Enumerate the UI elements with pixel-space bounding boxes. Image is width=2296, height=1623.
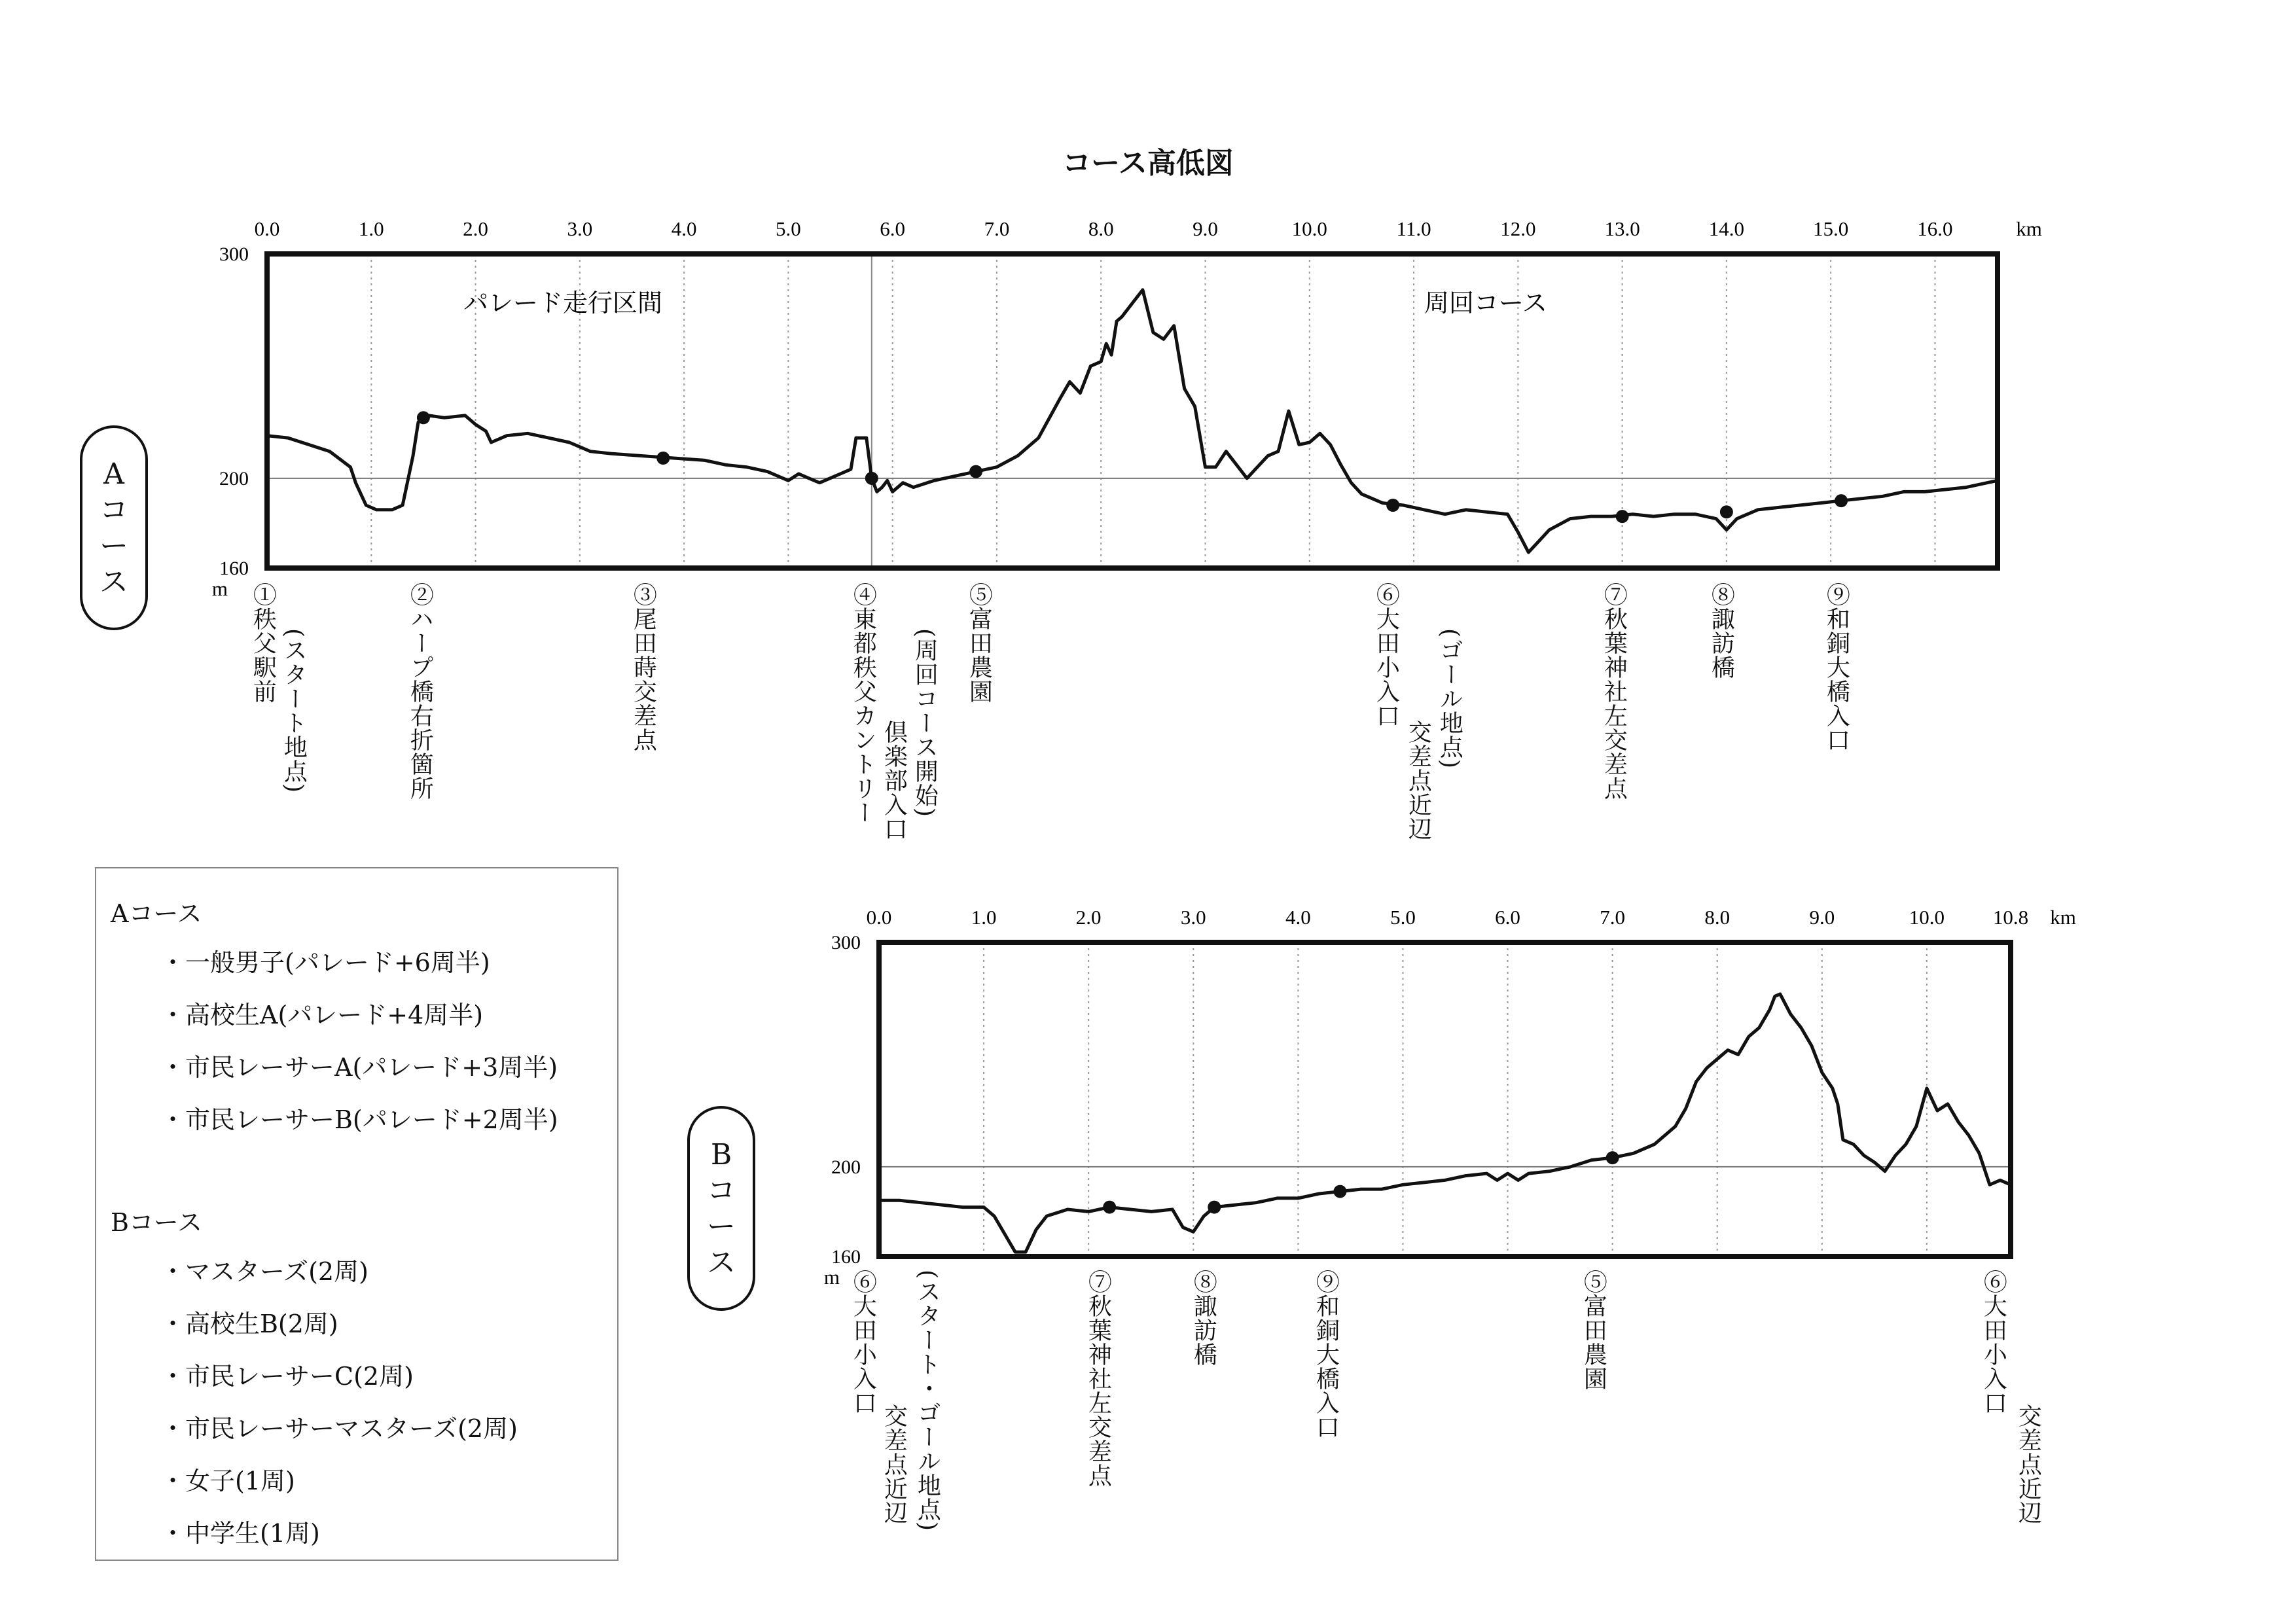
course-a-badge-char: ー xyxy=(99,529,128,563)
a-elevation-line xyxy=(267,290,1998,552)
b-x-tick-label: 6.0 xyxy=(1495,906,1520,929)
legend-item: ・女子(1周) xyxy=(160,1467,295,1495)
b-y-unit: m xyxy=(823,1266,840,1289)
b-checkpoint-sublabel: (スタート・ゴール地点) xyxy=(914,1270,941,1532)
a-x-tick-label: 13.0 xyxy=(1604,217,1640,240)
a-x-tick-label: 2.0 xyxy=(463,217,488,240)
b-y-tick-label: 160 xyxy=(831,1246,861,1268)
a-checkpoint-dot xyxy=(1616,510,1629,523)
a-x-tick-label: 8.0 xyxy=(1088,217,1114,240)
course-b-badge xyxy=(687,1106,755,1311)
a-x-tick-label: 0.0 xyxy=(254,217,280,240)
a-checkpoint-sublabel: 倶楽部入口 xyxy=(880,720,908,841)
a-x-tick-label: 12.0 xyxy=(1500,217,1536,240)
b-y-tick-label: 300 xyxy=(831,932,861,954)
a-checkpoint-sublabel: (ゴール地点) xyxy=(1436,628,1463,770)
b-x-tick-label: 8.0 xyxy=(1704,906,1731,929)
b-checkpoint-label: ⑧諏訪橋 xyxy=(1190,1270,1217,1366)
legend-spacer xyxy=(111,1146,603,1192)
b-x-tick-label: 5.0 xyxy=(1390,906,1416,929)
b-x-tick-label: 9.0 xyxy=(1809,906,1835,929)
b-x-tick-label: 0.0 xyxy=(866,906,892,929)
course-b-badge-char: コ xyxy=(707,1173,736,1207)
a-segment-label: パレード走行区間 xyxy=(463,289,663,317)
b-checkpoint-label: ⑤富田農園 xyxy=(1580,1270,1607,1391)
a-x-tick-label: 5.0 xyxy=(776,217,801,240)
a-checkpoint-sublabel: 交差点近辺 xyxy=(1405,720,1432,841)
course-a-badge-char: コ xyxy=(99,493,128,527)
a-x-tick-label: 11.0 xyxy=(1396,217,1431,240)
course-a-badge-char: ス xyxy=(99,565,128,599)
b-x-tick-label: 7.0 xyxy=(1600,906,1626,929)
b-checkpoint-dot xyxy=(1208,1201,1221,1214)
a-checkpoint-label: ①秩父駅前 xyxy=(249,582,277,704)
b-checkpoint-dot xyxy=(1103,1201,1116,1214)
chart-title: コース高低図 xyxy=(1062,147,1234,180)
a-checkpoint-sublabel: (スタート地点) xyxy=(280,628,308,794)
legend-item: ・一般男子(パレード+6周半) xyxy=(160,948,490,977)
legend-heading-a: Aコース xyxy=(111,899,202,928)
course-a-badge xyxy=(80,425,148,630)
a-checkpoint-dot xyxy=(1835,494,1848,507)
course-b-badge-char: ー xyxy=(707,1209,736,1243)
b-x-tick-label: 2.0 xyxy=(1075,906,1102,929)
a-y-tick-label: 160 xyxy=(219,558,249,579)
a-checkpoint-label: ⑨和銅大橋入口 xyxy=(1823,582,1850,752)
a-checkpoint-dot xyxy=(656,452,670,465)
b-x-tick-label: 1.0 xyxy=(971,906,997,929)
a-checkpoint-label: ③尾田蒔交差点 xyxy=(630,582,657,752)
a-x-tick-label: 3.0 xyxy=(567,217,593,240)
a-x-tick-label: 16.0 xyxy=(1917,217,1953,240)
b-checkpoint-label: ⑦秋葉神社左交差点 xyxy=(1085,1270,1112,1488)
legend-item: ・マスターズ(2周) xyxy=(160,1257,368,1286)
a-x-tick-label: 10.0 xyxy=(1291,217,1327,240)
b-x-tick-label: 10.8 xyxy=(1992,906,2029,929)
a-segment-label: 周回コース xyxy=(1424,289,1548,317)
a-x-tick-label: 7.0 xyxy=(984,217,1010,240)
a-x-tick-label: 14.0 xyxy=(1708,217,1745,240)
b-x-unit: km xyxy=(2050,906,2076,929)
a-y-tick-label: 200 xyxy=(219,467,249,490)
legend-item: ・市民レーサーB(パレード+2周半) xyxy=(160,1105,558,1134)
a-checkpoint-label: ②ハープ橋右折箇所 xyxy=(406,582,434,800)
a-x-tick-label: 9.0 xyxy=(1193,217,1218,240)
b-checkpoint-label: ⑥大田小入口 xyxy=(1980,1270,2007,1415)
b-checkpoint-dot xyxy=(1606,1151,1619,1164)
legend-item: ・市民レーサーA(パレード+3周半) xyxy=(160,1053,558,1082)
legend-item: ・市民レーサーC(2周) xyxy=(160,1362,414,1391)
a-checkpoint-sublabel: (周回コース開始) xyxy=(911,628,939,818)
a-checkpoint-dot xyxy=(865,472,878,485)
b-checkpoint-dot xyxy=(1333,1185,1346,1198)
a-y-unit: m xyxy=(211,577,228,600)
a-checkpoint-dot xyxy=(417,411,430,424)
a-y-tick-label: 300 xyxy=(219,243,249,265)
b-elevation-line xyxy=(879,994,2011,1252)
a-x-tick-label: 4.0 xyxy=(671,217,697,240)
a-checkpoint-dot xyxy=(969,465,982,478)
a-checkpoint-label: ⑥大田小入口 xyxy=(1372,582,1400,728)
legend-item: ・中学生(1周) xyxy=(160,1519,320,1548)
b-y-tick-label: 200 xyxy=(831,1156,861,1178)
a-x-unit: km xyxy=(2016,217,2042,240)
b-checkpoint-sublabel: 交差点近辺 xyxy=(2015,1404,2042,1525)
b-x-tick-label: 3.0 xyxy=(1180,906,1206,929)
legend-item: ・市民レーサーマスターズ(2周) xyxy=(160,1414,518,1443)
legend-item: ・高校生A(パレード+4周半) xyxy=(160,1001,484,1029)
b-x-tick-label: 10.0 xyxy=(1909,906,1945,929)
a-x-tick-label: 15.0 xyxy=(1813,217,1849,240)
b-checkpoint-label: ⑥大田小入口 xyxy=(850,1270,877,1415)
a-checkpoint-label: ⑦秋葉神社左交差点 xyxy=(1600,582,1628,800)
course-b-badge-char: B xyxy=(710,1137,732,1171)
legend-heading-b: Bコース xyxy=(111,1208,203,1237)
legend-item: ・高校生B(2周) xyxy=(160,1310,338,1338)
a-checkpoint-dot xyxy=(1720,505,1733,518)
b-checkpoint-sublabel: 交差点近辺 xyxy=(880,1404,908,1525)
b-x-tick-label: 4.0 xyxy=(1285,906,1311,929)
category-legend xyxy=(95,867,619,1561)
course-a-badge-char: A xyxy=(103,457,124,491)
a-x-tick-label: 1.0 xyxy=(358,217,384,240)
b-checkpoint-label: ⑨和銅大橋入口 xyxy=(1312,1270,1340,1439)
a-checkpoint-label: ④東都秩父カントリー xyxy=(850,582,877,825)
a-checkpoint-label: ⑤富田農園 xyxy=(965,582,993,704)
a-checkpoint-dot xyxy=(1386,499,1399,512)
course-b-badge-char: ス xyxy=(707,1245,736,1279)
a-checkpoint-label: ⑧諏訪橋 xyxy=(1708,582,1735,679)
a-x-tick-label: 6.0 xyxy=(880,217,906,240)
b-plot-frame xyxy=(879,942,2011,1257)
